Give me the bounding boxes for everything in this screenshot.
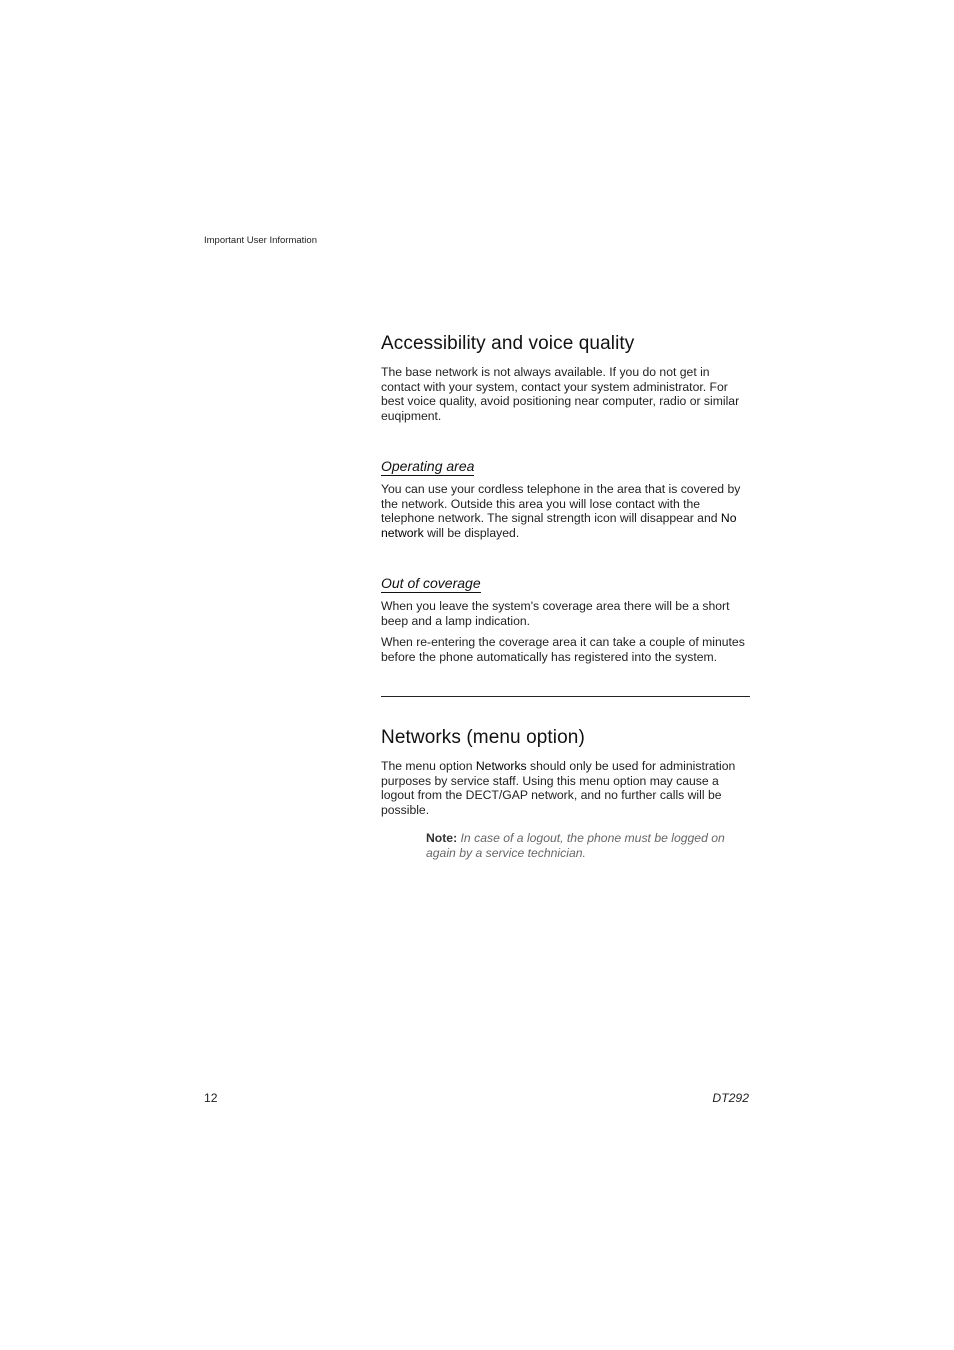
- accessibility-body: [381, 365, 751, 423]
- note-text: In case of a logout, the phone must be logged on again by a service technician.: [426, 831, 725, 860]
- section-operating-area: [381, 458, 751, 476]
- note-block: [426, 831, 756, 861]
- section-out-of-coverage: [381, 575, 751, 593]
- networks-paragraph: [381, 759, 751, 817]
- networks-text-after: should only be used for administration purposes by service staff. Using this menu option may cause a logout from the DECT/GAP network, and no further calls will be possible.: [381, 759, 736, 817]
- networks-body: [381, 759, 751, 817]
- operating-area-text-before: You can use your cordless telephone in the area that is covered by the network. Outside this area you will lose contact with the telephone network. The signal strength icon will disappear and: [381, 482, 741, 526]
- operating-area-text-after: will be displayed.: [423, 525, 520, 540]
- networks-text-before: The menu option: [381, 759, 476, 773]
- section-networks: [381, 727, 751, 749]
- section-divider: [381, 696, 750, 697]
- heading-accessibility: Accessibility and voice quality: [381, 333, 635, 354]
- running-header: Important User Information: [204, 235, 317, 246]
- heading-operating-area: Operating area: [381, 458, 475, 474]
- out-of-coverage-body-1: [381, 599, 751, 628]
- networks-keyword: Networks: [475, 759, 527, 773]
- note-label: Note:: [426, 831, 458, 845]
- heading-networks: Networks (menu option): [381, 727, 585, 748]
- operating-area-paragraph: [381, 482, 751, 540]
- no-network-keyword: No network: [381, 511, 737, 540]
- out-of-coverage-paragraph-1: When you leave the system's coverage area there will be a short beep and a lamp indication.: [381, 599, 730, 628]
- out-of-coverage-body-2: [381, 635, 751, 664]
- accessibility-paragraph: The base network is not always available. If you do not get in contact with your system, contact your system administrator. For best voice quality, avoid positioning near computer, radio or similar euqipment.: [381, 365, 740, 423]
- page-number: 12: [204, 1091, 218, 1105]
- operating-area-body: [381, 482, 751, 540]
- heading-out-of-coverage: Out of coverage: [381, 575, 481, 591]
- out-of-coverage-paragraph-2: When re-entering the coverage area it can take a couple of minutes before the phone automatically has registered into the system.: [381, 635, 745, 664]
- model-name: DT292: [712, 1091, 749, 1105]
- section-accessibility: [381, 333, 751, 355]
